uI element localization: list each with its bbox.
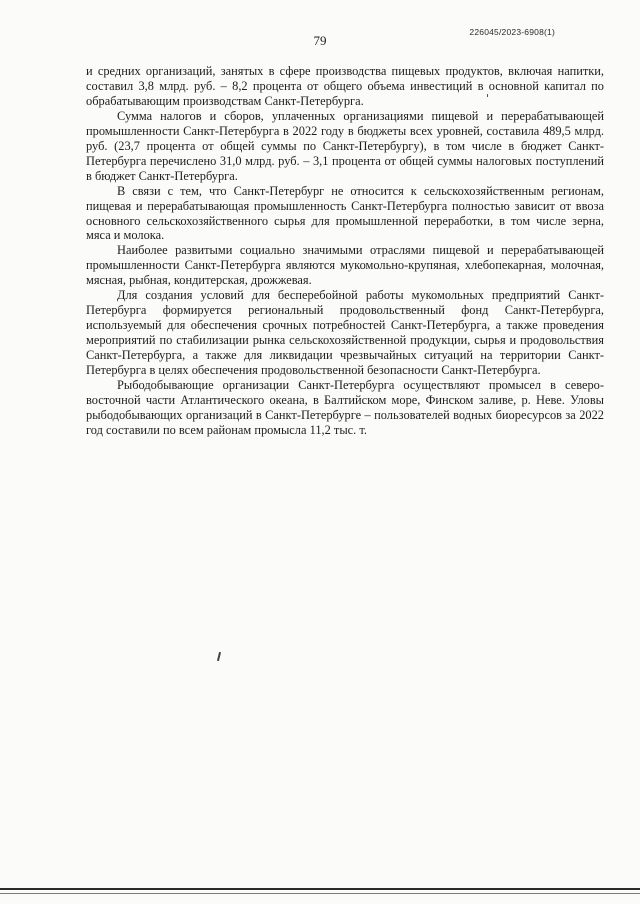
paragraph-investment-continuation: и средних организаций, занятых в сфере производства пищевых продуктов, включая напитки, составил 3,8 млрд. руб. – 8,2 процента от общего объема инвестиций в основной капитал по обрабатывающим производствам Санкт-Петербурга. [86, 64, 604, 108]
scan-speck [487, 94, 488, 97]
pen-mark [217, 652, 221, 661]
page-number: 79 [313, 33, 327, 48]
scan-bottom-edge-shadow [0, 893, 640, 894]
paragraph-fishing: Рыбодобывающие организации Санкт-Петербурга осуществляют промысел в северо-восточной части Атлантического океана, в Балтийском море, Финском заливе, р. Неве. Уловы рыбодобывающих организаций в Санкт-Петербурге – пользователей водных биоресурсов за 2022 год составили по всем районам промысла 11,2 тыс. т. [86, 378, 604, 437]
paragraph-key-industries: Наиболее развитыми социально значимыми отраслями пищевой и перерабатывающей промышленности Санкт-Петербурга являются мукомольно-крупяная, хлебопекарная, молочная, мясная, рыбная, кондитерская, дрожжевая. [86, 243, 604, 288]
document-registration-code: 226045/2023-6908(1) [469, 27, 555, 37]
document-body [86, 64, 604, 438]
paragraph-food-fund: Для создания условий для бесперебойной работы мукомольных предприятий Санкт-Петербурга формируется региональный продовольственный фонд Санкт-Петербурга, используемый для обеспечения срочных потребностей Санкт-Петербурга, а также проведения мероприятий по стабилизации рынка сельскохозяйственной продукции, сырья и продовольствия Санкт-Петербурга, а также для ликвидации чрезвычайных ситуаций на территории Санкт-Петербурга в целях обеспечения продовольственной безопасности Санкт-Петербурга. [86, 288, 604, 378]
paragraph-taxes: Сумма налогов и сборов, уплаченных организациями пищевой и перерабатывающей промышленности Санкт-Петербурга в 2022 году в бюджеты всех уровней, составила 489,5 млрд. руб. (23,7 процента от общей суммы по Санкт-Петербургу), в том числе в бюджет Санкт-Петербурга перечислено 31,0 млрд. руб. – 3,1 процента от общей суммы налоговых поступлений в бюджет Санкт-Петербурга. [86, 108, 604, 183]
scan-bottom-edge [0, 888, 640, 890]
paragraph-raw-materials: В связи с тем, что Санкт-Петербург не относится к сельскохозяйственным регионам, пищевая и перерабатывающая промышленность Санкт-Петербурга полностью зависит от ввоза основного сельскохозяйственного сырья для промышленной переработки, в том числе зерна, мяса и молока. [86, 183, 604, 243]
